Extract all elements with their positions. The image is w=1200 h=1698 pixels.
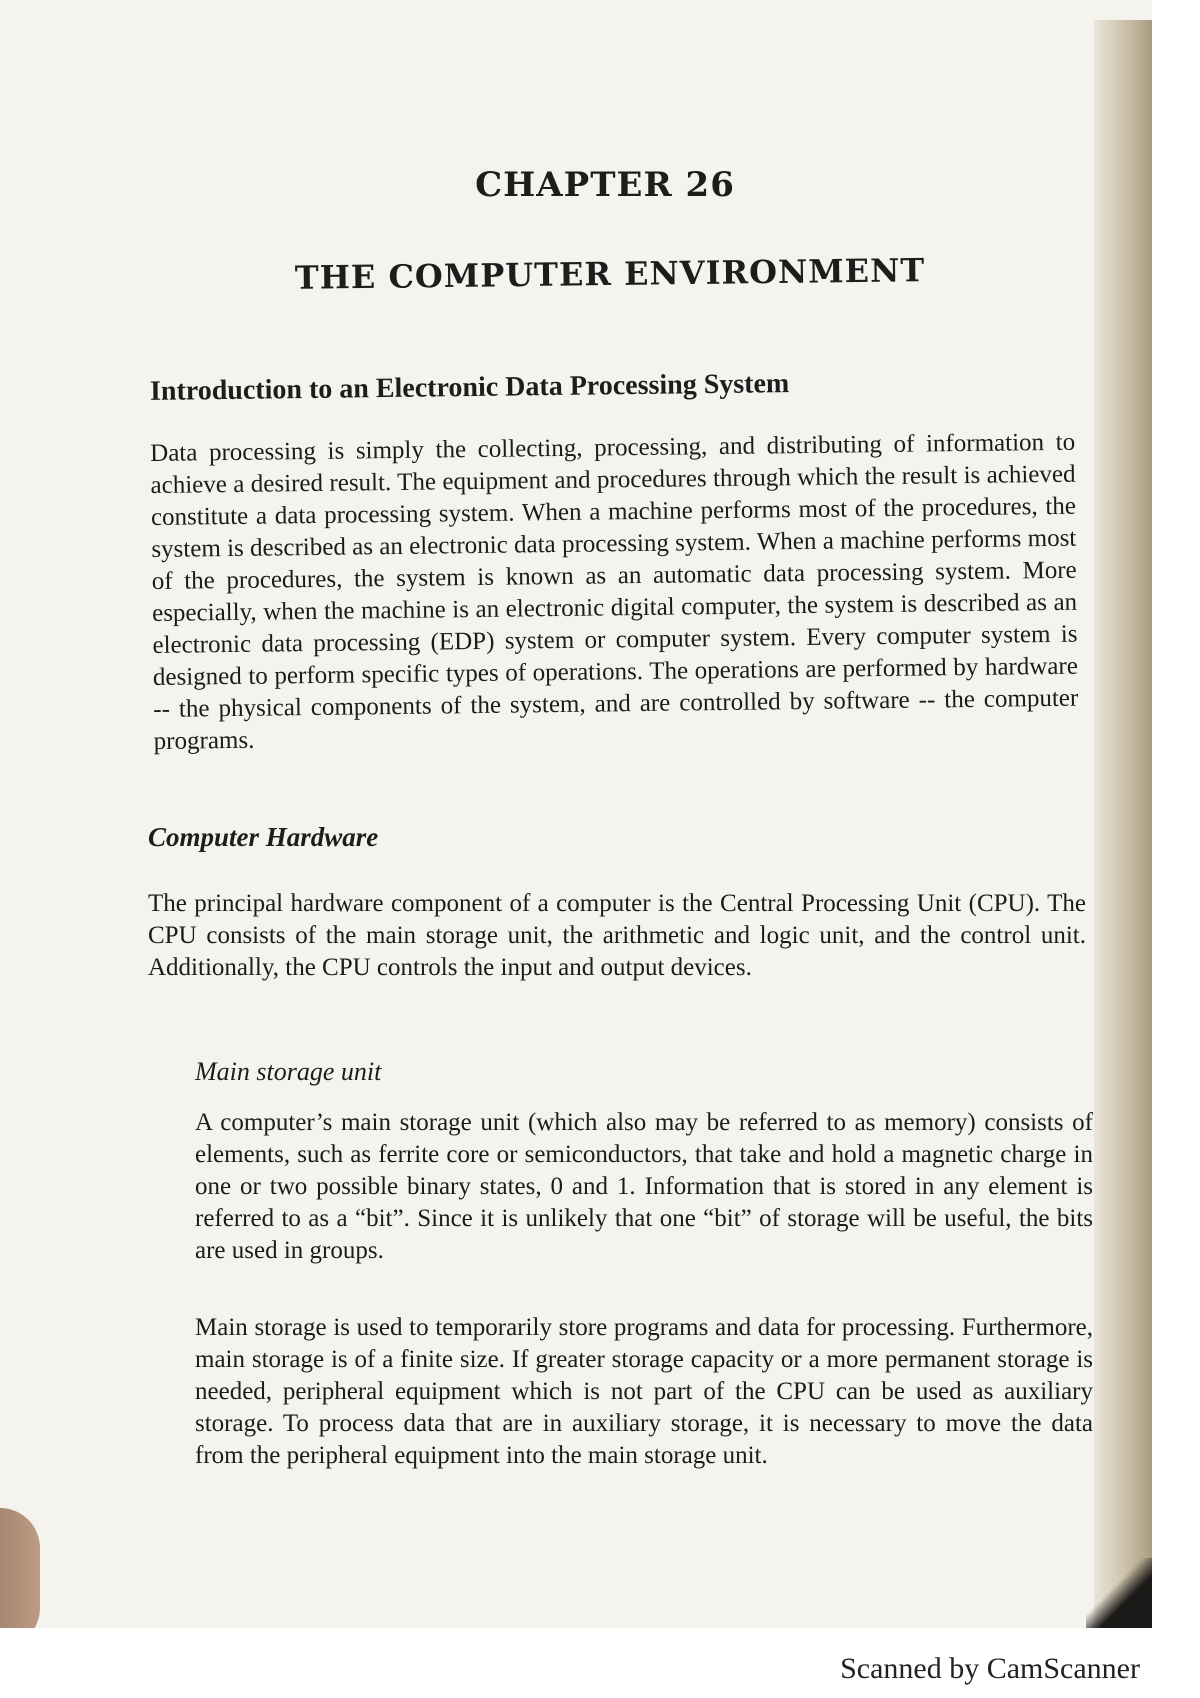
main-storage-paragraph-2	[195, 1312, 1093, 1472]
section-heading-hardware: Computer Hardware	[148, 822, 379, 852]
thumb-in-scan	[0, 1508, 40, 1628]
main-storage-paragraph-2-text: Main storage is used to temporarily store programs and data for processing. Furthermore, main storage is of a finite size. If greater storage capacity or a more permanent storage is needed, peripheral equipment which is not part of the CPU can be used as auxiliary storage. To process data that are in auxiliary storage, it is necessary to move the data from the peripheral equipment into the main storage unit.	[195, 1314, 1093, 1469]
main-storage-paragraph-1	[195, 1107, 1093, 1267]
subheading-main-storage: Main storage unit	[195, 1057, 382, 1086]
intro-paragraph	[150, 427, 1079, 758]
hardware-paragraph-text: The principal hardware component of a computer is the Central Processing Unit (CPU). The CPU consists of the main storage unit, the arithmetic and logic unit, and the control unit. Additionally, the CPU controls the input and output devices.	[148, 890, 1086, 981]
main-storage-paragraph-1-text: A computer’s main storage unit (which also may be referred to as memory) consists of elements, such as ferrite core or semiconductors, that take and hold a magnetic charge in one or two possible binary states, 0 and 1. Information that is stored in any element is referred to as a “bit”. Since it is unlikely that one “bit” of storage will be useful, the bits are used in groups.	[195, 1109, 1093, 1264]
intro-paragraph-text: Data processing is simply the collecting, processing, and distributing of information to achieve a desired result. The equipment and procedures through which the result is achieved constitute a data processing system. When a machine performs most of the procedures, the system is described as an electronic data processing system. When a machine performs most of the procedures, the system is known as an automatic data processing system. More especially, when the machine is an electronic digital computer, the system is described as an electronic data processing (EDP) system or computer system. Every computer system is designed to perform specific types of operations. The operations are performed by hardware -- the physical components of the system, and are controlled by software -- the computer programs.	[150, 428, 1079, 755]
chapter-label: CHAPTER 26	[475, 165, 735, 205]
page-edge-shadow	[1094, 20, 1152, 1628]
camscanner-watermark: Scanned by CamScanner	[840, 1652, 1140, 1685]
section-heading-intro: Introduction to an Electronic Data Processing System	[149, 368, 790, 407]
page-corner-shadow	[1086, 1558, 1152, 1628]
hardware-paragraph	[148, 888, 1086, 984]
chapter-title: THE COMPUTER ENVIRONMENT	[294, 251, 926, 297]
